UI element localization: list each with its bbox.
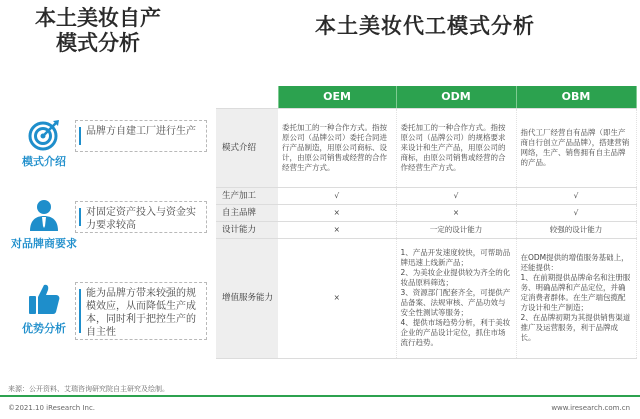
table-cell: 委托加工的一种合作方式。指按原公司（品牌公司）的规格要求来设计和生产产品，用原公司的商标，由原公司销售或经营的合作经营生产方式。 xyxy=(396,108,516,187)
table-row xyxy=(216,108,636,187)
left-title-line-2: 模式分析 xyxy=(56,31,140,55)
table-cell: 在ODM提供的增值服务基础上，还能提供： 1、在前期提供品牌命名和注册服务、明确品牌和产品定位，并确定消费者群体。在生产端包揽配方设计和生产制造； 2、在品牌初期为其提供销售渠道推广及运营服务，利于品牌成长。 xyxy=(516,238,636,358)
feature-brand-requirement xyxy=(0,198,210,258)
table-row xyxy=(216,221,636,238)
thumbs-up-icon xyxy=(27,282,61,316)
table-cell: 较强的设计能力 xyxy=(516,221,636,238)
table-row xyxy=(216,238,636,358)
row-label: 增值服务能力 xyxy=(216,238,278,358)
table-row xyxy=(216,204,636,221)
table-cell: × xyxy=(278,204,396,221)
right-title: 本土美妆代工模式分析 xyxy=(315,14,535,38)
header-obm: OBM xyxy=(516,86,636,108)
footer-divider xyxy=(0,395,640,397)
row-label: 自主品牌 xyxy=(216,204,278,221)
table-cell: √ xyxy=(396,187,516,204)
table-header-row xyxy=(216,86,636,108)
feature-label: 模式介绍 xyxy=(22,155,66,168)
copyright-text: ©2021.10 iResearch Inc. xyxy=(8,404,96,412)
person-icon xyxy=(27,198,61,232)
table-cell: 指代工厂经营自有品牌（即生产商自行创立产品品牌），搭建营销网络，生产、销售拥有自主品牌的产品。 xyxy=(516,108,636,187)
table-cell: √ xyxy=(516,187,636,204)
left-title xyxy=(8,6,188,56)
comparison-table xyxy=(216,86,637,359)
table-cell: × xyxy=(278,238,396,358)
target-icon xyxy=(27,118,61,152)
header-oem: OEM xyxy=(278,86,396,108)
row-label: 生产加工 xyxy=(216,187,278,204)
table-cell: √ xyxy=(278,187,396,204)
table-row xyxy=(216,187,636,204)
left-title-line-1: 本土美妆自产 xyxy=(35,6,161,30)
feature-label: 优势分析 xyxy=(22,322,66,335)
table-cell: 委托加工的一种合作方式。指按原公司（品牌公司）委托合同进行产品制造，用原公司商标、设计，由原公司销售或经营的合作经营生产方式。 xyxy=(278,108,396,187)
table-cell: 一定的设计能力 xyxy=(396,221,516,238)
header-empty-cell xyxy=(216,86,278,108)
table-cell: √ xyxy=(516,204,636,221)
website-link[interactable]: www.iresearch.com.cn xyxy=(551,404,630,412)
feature-description: 品牌方自建工厂进行生产 xyxy=(75,120,207,152)
table-cell: 1、产品开发速度较快，可帮助品牌迅速上线新产品； 2、为美妆企业提供较为齐全的化妆品原料筛选； 3、资源部门配套齐全，可提供产品备案、法规审核、产品功效与安全性测试等服务； 4、提供市场趋势分析，利于美妆企业的产品设计定位，抓住市场流行趋势。 xyxy=(396,238,516,358)
feature-advantage xyxy=(0,282,210,362)
source-note: 来源：公开资料、艾瑞咨询研究院自主研究及绘制。 xyxy=(8,385,169,393)
header-odm: ODM xyxy=(396,86,516,108)
row-label: 模式介绍 xyxy=(216,108,278,187)
feature-mode-intro xyxy=(0,118,210,178)
table-cell: × xyxy=(396,204,516,221)
feature-label: 对品牌商要求 xyxy=(11,237,77,250)
feature-description: 对固定资产投入与资金实力要求较高 xyxy=(75,201,207,233)
feature-description: 能为品牌方带来较强的规模效应，从而降低生产成本，同时利于把控生产的自主性 xyxy=(75,282,207,340)
row-label: 设计能力 xyxy=(216,221,278,238)
table-cell: × xyxy=(278,221,396,238)
